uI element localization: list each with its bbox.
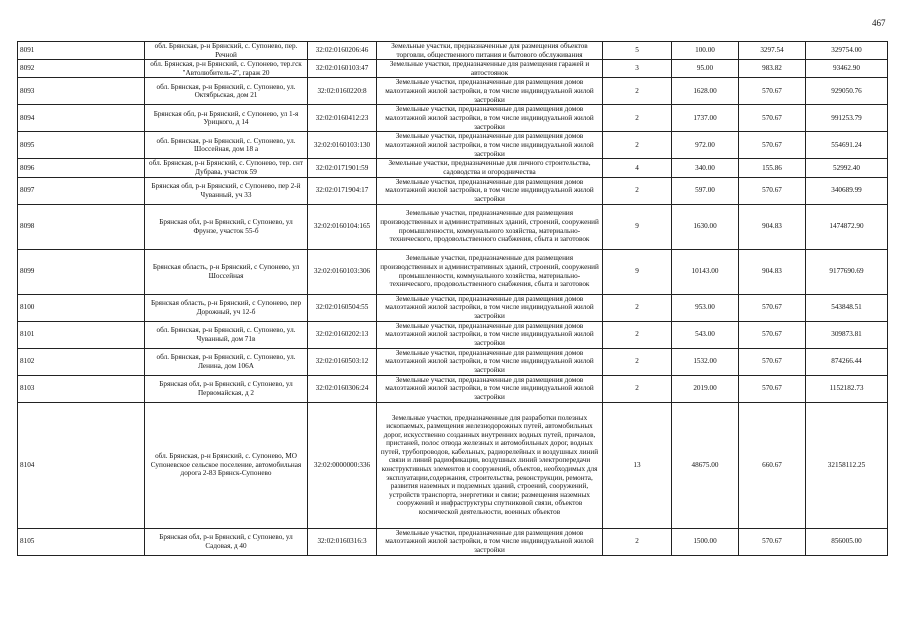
row-cadastral-value: 9177690.69 (806, 249, 888, 294)
row-address: Брянская область, р-н Брянский, с Супонево, пер Дорожный, уч 12-б (145, 294, 308, 321)
row-specific-value: 570.67 (739, 294, 806, 321)
row-cadastral-value: 329754.00 (806, 42, 888, 60)
table-row (18, 78, 888, 105)
row-cadastral-number: 32:02:0160504:55 (308, 294, 377, 321)
row-land-purpose: Земельные участки, предназначенные для размещения домов малоэтажной жилой застройки, в том числе индивидуальной жилой застройки (377, 78, 603, 105)
row-category-code: 9 (603, 204, 672, 249)
table-row (18, 402, 888, 528)
row-address: Брянская обл, р-н Брянский, с Супонево, пер 2-й Чуванный, уч 33 (145, 177, 308, 204)
row-land-purpose: Земельные участки, предназначенные для размещения домов малоэтажной жилой застройки, в том числе индивидуальной жилой застройки (377, 177, 603, 204)
table-row (18, 60, 888, 78)
row-cadastral-number: 32:02:0160412:23 (308, 105, 377, 132)
row-land-purpose: Земельные участки, предназначенные для размещения домов малоэтажной жилой застройки, в том числе индивидуальной жилой застройки (377, 294, 603, 321)
row-address: обл. Брянская, р-н Брянский, с. Супонево, тер.гск "Автолюбитель-2", гараж 20 (145, 60, 308, 78)
row-address: обл. Брянская, р-н Брянский, с. Супонево, ул. Ленина, дом 106А (145, 348, 308, 375)
row-number: 8097 (18, 177, 145, 204)
row-category-code: 2 (603, 375, 672, 402)
row-number: 8105 (18, 528, 145, 555)
row-land-purpose: Земельные участки, предназначенные для размещения домов малоэтажной жилой застройки, в том числе индивидуальной жилой застройки (377, 321, 603, 348)
row-number: 8093 (18, 78, 145, 105)
row-number: 8104 (18, 402, 145, 528)
row-specific-value: 904.83 (739, 204, 806, 249)
row-land-purpose: Земельные участки, предназначенные для размещения домов малоэтажной жилой застройки, в том числе индивидуальной жилой застройки (377, 132, 603, 159)
row-number: 8092 (18, 60, 145, 78)
row-cadastral-value: 991253.79 (806, 105, 888, 132)
table-row (18, 204, 888, 249)
row-cadastral-number: 32:02:0160503:12 (308, 348, 377, 375)
row-address: обл. Брянская, р-н Брянский, с. Супонево, пер. Речной (145, 42, 308, 60)
table-row (18, 132, 888, 159)
row-area: 100.00 (672, 42, 739, 60)
row-cadastral-value: 93462.90 (806, 60, 888, 78)
row-area: 543.00 (672, 321, 739, 348)
row-category-code: 5 (603, 42, 672, 60)
row-land-purpose: Земельные участки, предназначенные для размещения домов малоэтажной жилой застройки, в том числе индивидуальной жилой застройки (377, 105, 603, 132)
table-row (18, 294, 888, 321)
row-specific-value: 570.67 (739, 375, 806, 402)
row-area: 1532.00 (672, 348, 739, 375)
table-body (18, 42, 888, 556)
table-row (18, 348, 888, 375)
row-area: 597.00 (672, 177, 739, 204)
row-specific-value: 570.67 (739, 105, 806, 132)
row-cadastral-value: 1152182.73 (806, 375, 888, 402)
row-cadastral-number: 32:02:0160103:306 (308, 249, 377, 294)
row-number: 8091 (18, 42, 145, 60)
row-category-code: 2 (603, 132, 672, 159)
row-area: 953.00 (672, 294, 739, 321)
row-area: 1628.00 (672, 78, 739, 105)
row-number: 8102 (18, 348, 145, 375)
row-specific-value: 155.86 (739, 159, 806, 177)
row-address: Брянская обл, р-н Брянский, с Супонево, ул 1-я Урицкого, д 14 (145, 105, 308, 132)
cadastral-value-table (17, 41, 888, 556)
row-number: 8096 (18, 159, 145, 177)
row-area: 1500.00 (672, 528, 739, 555)
row-address: Брянская обл, р-н Брянский, с Супонево, ул Садовая, д 40 (145, 528, 308, 555)
row-category-code: 2 (603, 78, 672, 105)
row-cadastral-number: 32:02:0160202:13 (308, 321, 377, 348)
row-cadastral-number: 32:02:0160206:46 (308, 42, 377, 60)
row-cadastral-value: 874266.44 (806, 348, 888, 375)
row-cadastral-value: 929050.76 (806, 78, 888, 105)
page-number: 467 (872, 18, 886, 28)
row-cadastral-number: 32:02:0171904:17 (308, 177, 377, 204)
row-category-code: 2 (603, 177, 672, 204)
row-specific-value: 570.67 (739, 348, 806, 375)
row-category-code: 2 (603, 294, 672, 321)
row-category-code: 4 (603, 159, 672, 177)
row-specific-value: 904.83 (739, 249, 806, 294)
row-area: 95.00 (672, 60, 739, 78)
row-number: 8099 (18, 249, 145, 294)
row-area: 2019.00 (672, 375, 739, 402)
row-specific-value: 660.67 (739, 402, 806, 528)
row-address: обл. Брянская, р-н Брянский, с. Супонево, тер. снт Дубрава, участок 59 (145, 159, 308, 177)
row-area: 1737.00 (672, 105, 739, 132)
row-category-code: 9 (603, 249, 672, 294)
row-cadastral-number: 32:02:0160103:47 (308, 60, 377, 78)
row-cadastral-number: 32:02:0160316:3 (308, 528, 377, 555)
row-address: Брянская область, р-н Брянский, с Супонево, ул Шоссейная (145, 249, 308, 294)
row-specific-value: 570.67 (739, 78, 806, 105)
row-land-purpose: Земельные участки, предназначенные для размещения объектов торговли, общественного питания и бытового обслуживания (377, 42, 603, 60)
row-cadastral-number: 32:02:0160103:130 (308, 132, 377, 159)
row-category-code: 3 (603, 60, 672, 78)
row-category-code: 2 (603, 348, 672, 375)
row-land-purpose: Земельные участки, предназначенные для личного строительства, садоводства и огородничества (377, 159, 603, 177)
table-row (18, 42, 888, 60)
row-area: 340.00 (672, 159, 739, 177)
row-cadastral-number: 32:02:0160104:165 (308, 204, 377, 249)
row-cadastral-number: 32:02:0160220:8 (308, 78, 377, 105)
row-cadastral-value: 309873.81 (806, 321, 888, 348)
row-specific-value: 570.67 (739, 528, 806, 555)
table-row (18, 105, 888, 132)
row-category-code: 2 (603, 528, 672, 555)
row-number: 8094 (18, 105, 145, 132)
row-address: Брянская обл, р-н Брянский, с Супонево, ул Фрунзе, участок 55-б (145, 204, 308, 249)
row-cadastral-value: 52992.40 (806, 159, 888, 177)
row-address: Брянская обл, р-н Брянский, с Супонево, ул Первомайская, д 2 (145, 375, 308, 402)
row-number: 8101 (18, 321, 145, 348)
row-specific-value: 3297.54 (739, 42, 806, 60)
row-number: 8100 (18, 294, 145, 321)
row-cadastral-value: 856005.00 (806, 528, 888, 555)
row-cadastral-number: 32:02:0171901:59 (308, 159, 377, 177)
row-cadastral-value: 554691.24 (806, 132, 888, 159)
row-land-purpose: Земельные участки, предназначенные для разработки полезных ископаемых, размещения железнодорожных путей, автомобильных дорог, искусственно созданных внутренних водных путей, причалов, пристаней, полос отвода железных и автомобильных дорог, водных путей, трубопроводов, кабельных, радиорелейных и воздушных линий связи и линий радиофикации, воздушных линий электропередачи конструктивных элементов и сооружений, объектов, необходимых для эксплуатации,содержания, строительства, реконструкции, ремонта, развития наземных и подземных зданий, строений, сооружений, устройств транспорта, энергетики и связи; размещения наземных сооружений и инфраструктуры спутниковой связи, объектов космической деятельности, военных объектов (377, 402, 603, 528)
row-cadastral-number: 32:02:0160306:24 (308, 375, 377, 402)
row-address: обл. Брянская, р-н Брянский, с. Супонево, ул. Чуванный, дом 71в (145, 321, 308, 348)
row-specific-value: 570.67 (739, 177, 806, 204)
row-area: 1630.00 (672, 204, 739, 249)
table-row (18, 375, 888, 402)
row-cadastral-number: 32:02:0000000:336 (308, 402, 377, 528)
row-area: 972.00 (672, 132, 739, 159)
row-area: 10143.00 (672, 249, 739, 294)
row-area: 48675.00 (672, 402, 739, 528)
row-land-purpose: Земельные участки, предназначенные для размещения домов малоэтажной жилой застройки, в том числе индивидуальной жилой застройки (377, 348, 603, 375)
table-row (18, 159, 888, 177)
table-row (18, 249, 888, 294)
row-specific-value: 570.67 (739, 132, 806, 159)
row-land-purpose: Земельные участки, предназначенные для размещения домов малоэтажной жилой застройки, в том числе индивидуальной жилой застройки (377, 528, 603, 555)
row-number: 8098 (18, 204, 145, 249)
table-row (18, 321, 888, 348)
row-address: обл. Брянская, р-н Брянский, с. Супонево, МО Супоневское сельское поселение, автомобильная дорога 2-83 Брянск-Супонево (145, 402, 308, 528)
row-land-purpose: Земельные участки, предназначенные для размещения производственных и административных зданий, строений, сооружений промышленности, коммунального хозяйства, материально-технического, продовольственного снабжения, сбыта и заготовок (377, 204, 603, 249)
row-address: обл. Брянская, р-н Брянский, с. Супонево, ул. Шоссейная, дом 18 а (145, 132, 308, 159)
table-row (18, 528, 888, 555)
row-cadastral-value: 1474872.90 (806, 204, 888, 249)
row-category-code: 2 (603, 321, 672, 348)
row-cadastral-value: 32158112.25 (806, 402, 888, 528)
row-land-purpose: Земельные участки, предназначенные для размещения гаражей и автостоянок (377, 60, 603, 78)
row-land-purpose: Земельные участки, предназначенные для размещения домов малоэтажной жилой застройки, в том числе индивидуальной жилой застройки (377, 375, 603, 402)
row-cadastral-value: 340689.99 (806, 177, 888, 204)
row-category-code: 13 (603, 402, 672, 528)
row-number: 8095 (18, 132, 145, 159)
row-specific-value: 570.67 (739, 321, 806, 348)
row-cadastral-value: 543848.51 (806, 294, 888, 321)
row-address: обл. Брянская, р-н Брянский, с. Супонево, ул. Октябрьская, дом 21 (145, 78, 308, 105)
row-number: 8103 (18, 375, 145, 402)
row-specific-value: 983.82 (739, 60, 806, 78)
row-land-purpose: Земельные участки, предназначенные для размещения производственных и административных зданий, строений, сооружений промышленности, коммунального хозяйства, материально-технического, продовольственного снабжения, сбыта и заготовок (377, 249, 603, 294)
table-row (18, 177, 888, 204)
row-category-code: 2 (603, 105, 672, 132)
